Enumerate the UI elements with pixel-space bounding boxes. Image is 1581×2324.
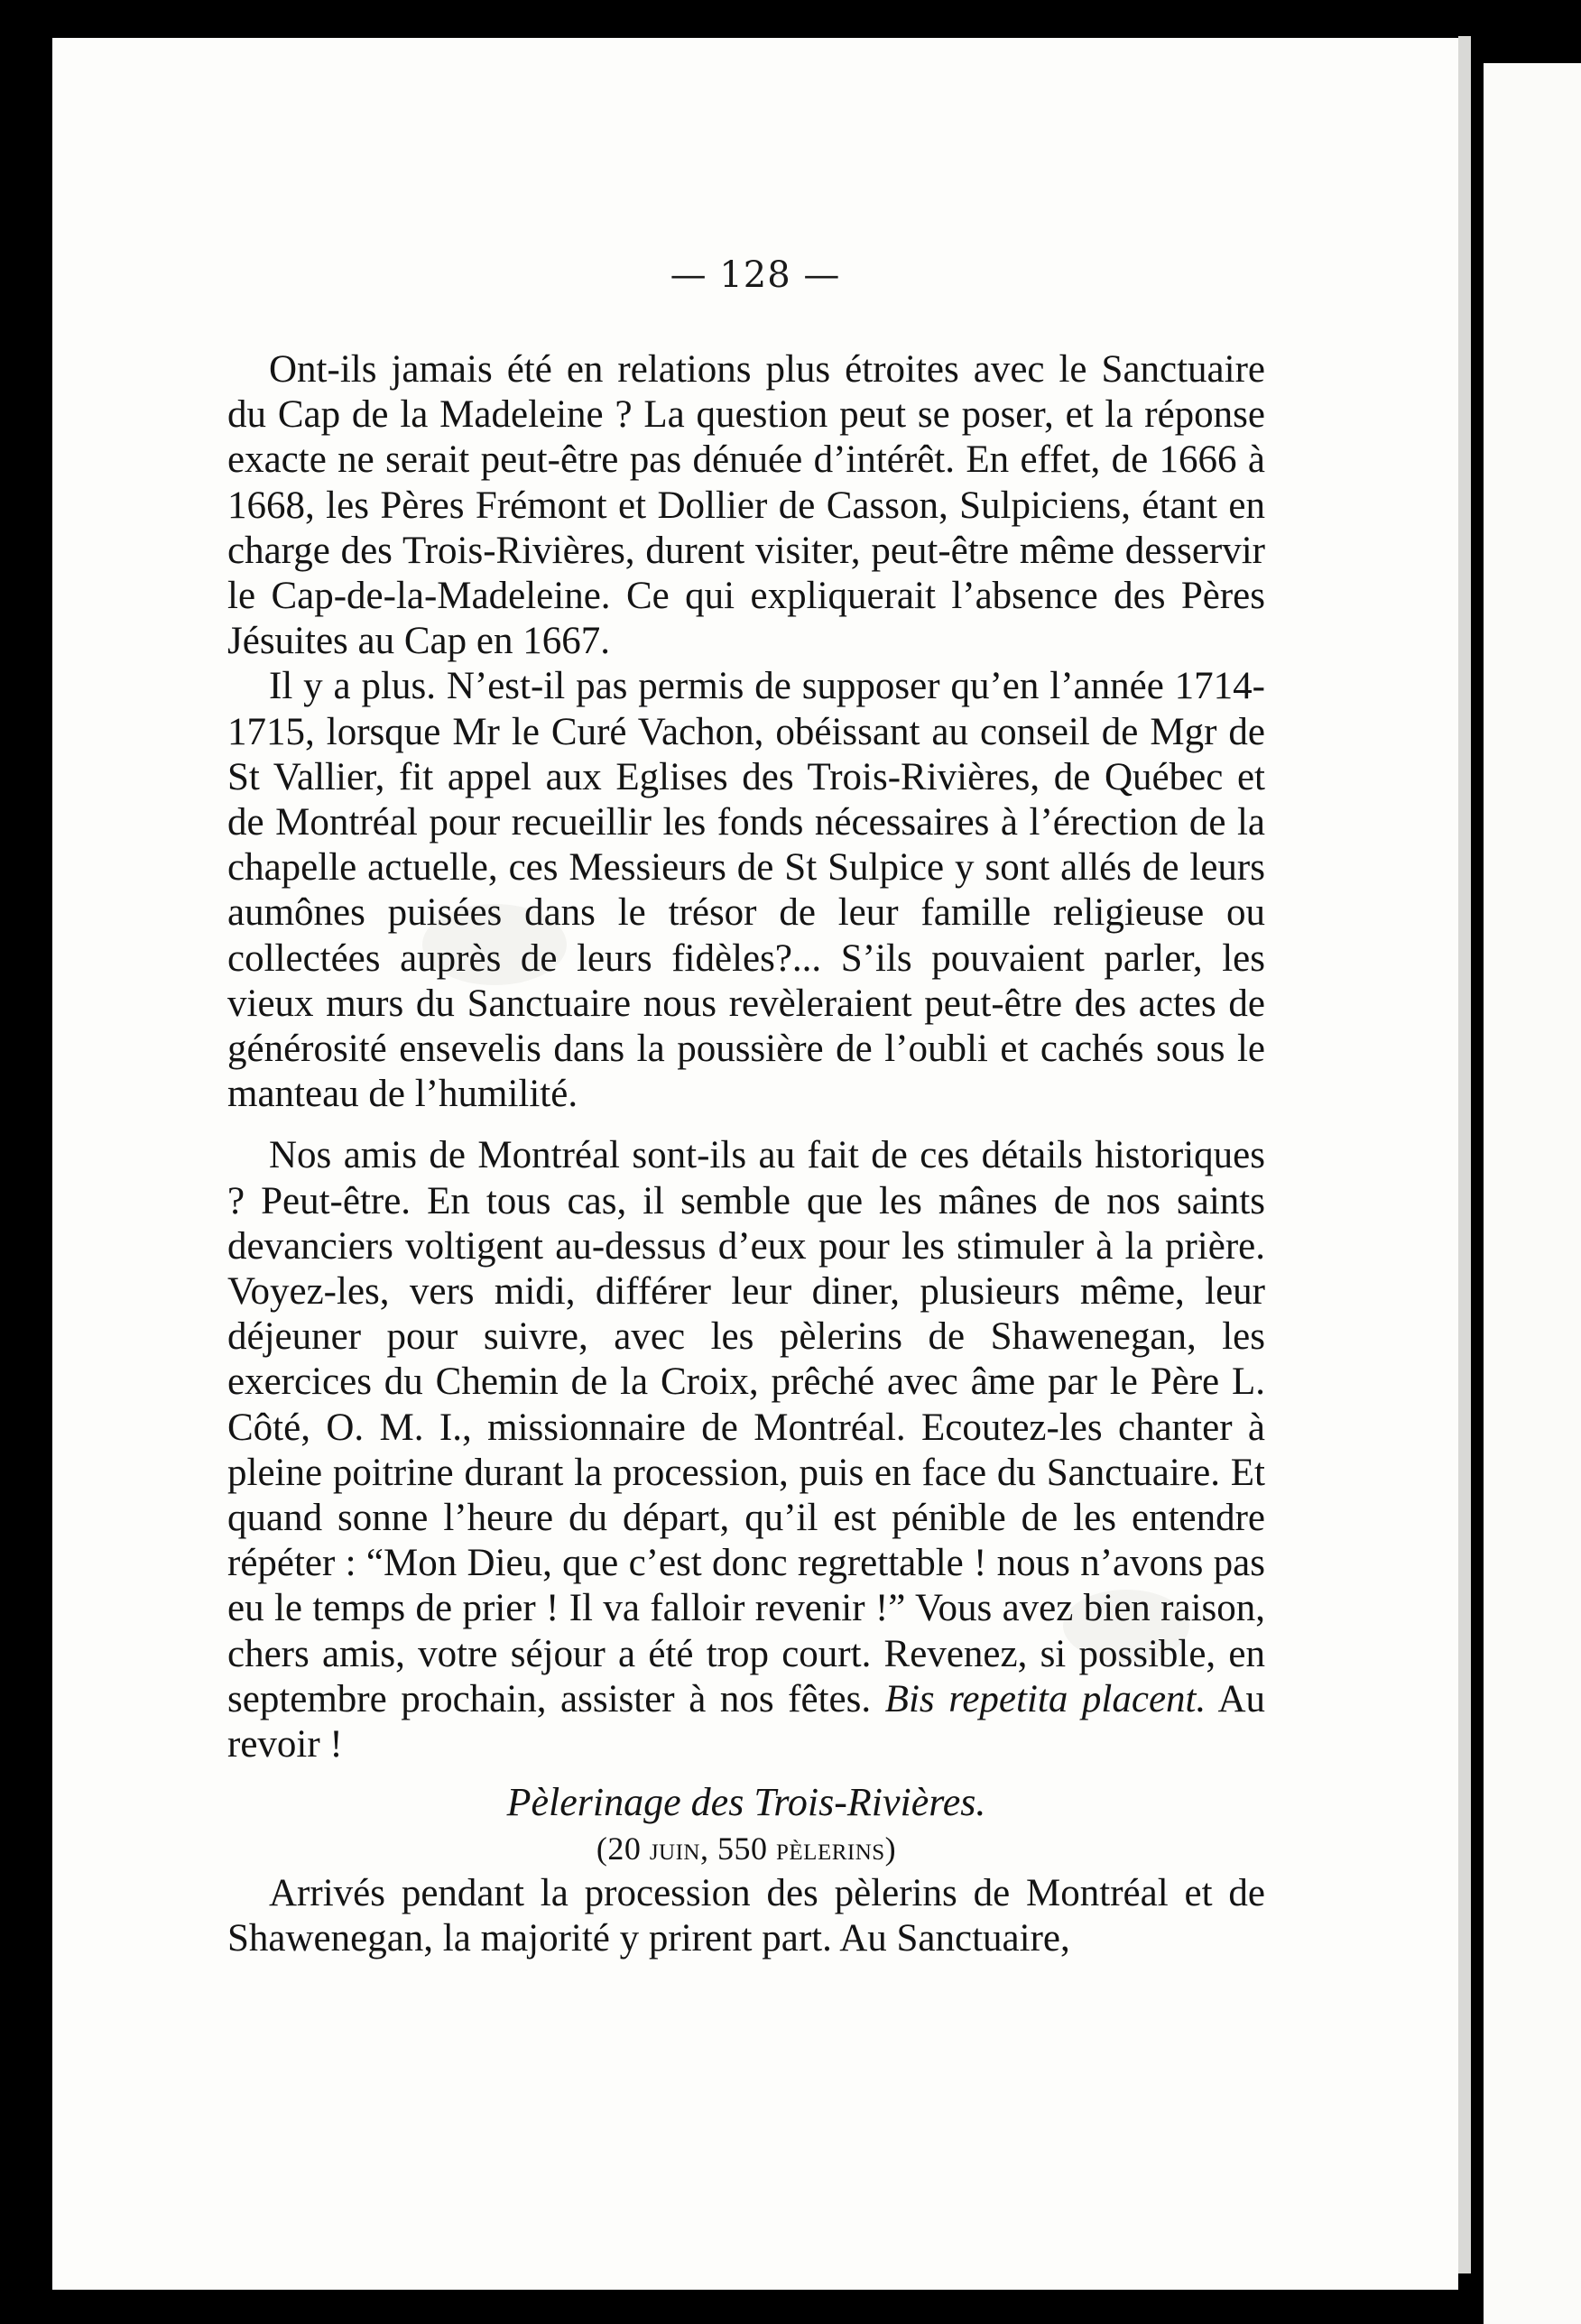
body-text [227, 347, 1265, 1961]
latin-quote: Bis repetita placent. [884, 1677, 1207, 1720]
paragraph-2: Il y a plus. N’est-il pas permis de supposer qu’en l’année 1714-1715, lorsque Mr le Curé Vachon, obéissant au conseil de Mgr de St Vallier, fit appel aux Eglises des Trois-Rivières, de Québec et de Montréal pour recueillir les fonds nécessaires à l’érection de la chapelle actuelle, ces Messieurs de St Sulpice y sont allés de leurs aumônes puisées dans le trésor de leur famille religieuse ou collectées auprès de leurs fidèles?... S’ils pouvaient parler, les vieux murs du Sanctuaire nous revèleraient peut-être des actes de générosité ensevelis dans la poussière de l’oubli et cachés sous le manteau de l’humilité. [227, 665, 1265, 1116]
section-heading: Pèlerinage des Trois-Rivières. [506, 1780, 986, 1825]
paragraph-1: Ont-ils jamais été en relations plus étroites avec le Sanctuaire du Cap de la Madeleine ? La question peut se poser, et la réponse exacte ne serait peut-être pas dénuée d’intérêt. En effet, de 1666 à 1668, les Pères Frémont et Dollier de Casson, Sulpiciens, étant en charge des Trois-Rivières, durent visiter, peut-être même desservir le Cap-de-la-Madeleine. Ce qui expliquerait l’absence des Pères Jésuites au Cap en 1667. [227, 348, 1265, 663]
book-gutter-edge [1458, 36, 1471, 2273]
page-number: — 128 — [670, 254, 841, 296]
facing-page-edge [1484, 63, 1581, 2324]
paragraph-3 [227, 1133, 1265, 1767]
paragraph-4: Arrivés pendant la procession des pèlerins de Montréal et de Shawenegan, la majorité y prirent part. Au Sanctuaire, [227, 1871, 1265, 1960]
paragraph-3-text: Nos amis de Montréal sont-ils au fait de ces détails historiques ? Peut-être. En tous cas, il semble que les mânes de nos saints devanciers voltigent au-dessus d’eux pour les stimuler à la prière. Voyez-les, vers midi, différer leur diner, plusieurs même, leur déjeuner pour suivre, avec les pèlerins de Shawenegan, les exercices du Chemin de la Croix, prêché avec âme par le Père L. Côté, O. M. I., missionnaire de Montréal. Ecoutez-les chanter à pleine poitrine durant la procession, puis en face du Sanctuaire. Et quand sonne l’heure du départ, qu’il est pénible de les entendre répéter : “Mon Dieu, que c’est donc regrettable ! nous n’avons pas eu le temps de prier ! Il va falloir revenir !” Vous avez bien raison, chers amis, votre séjour a été trop court. Revenez, si possible, en septembre prochain, assister à nos fêtes. [227, 1134, 1265, 1720]
paragraph-3-closing: Au revoir ! [227, 1677, 1265, 1766]
section-subheading: (20 juin, 550 pèlerins) [596, 1830, 897, 1867]
